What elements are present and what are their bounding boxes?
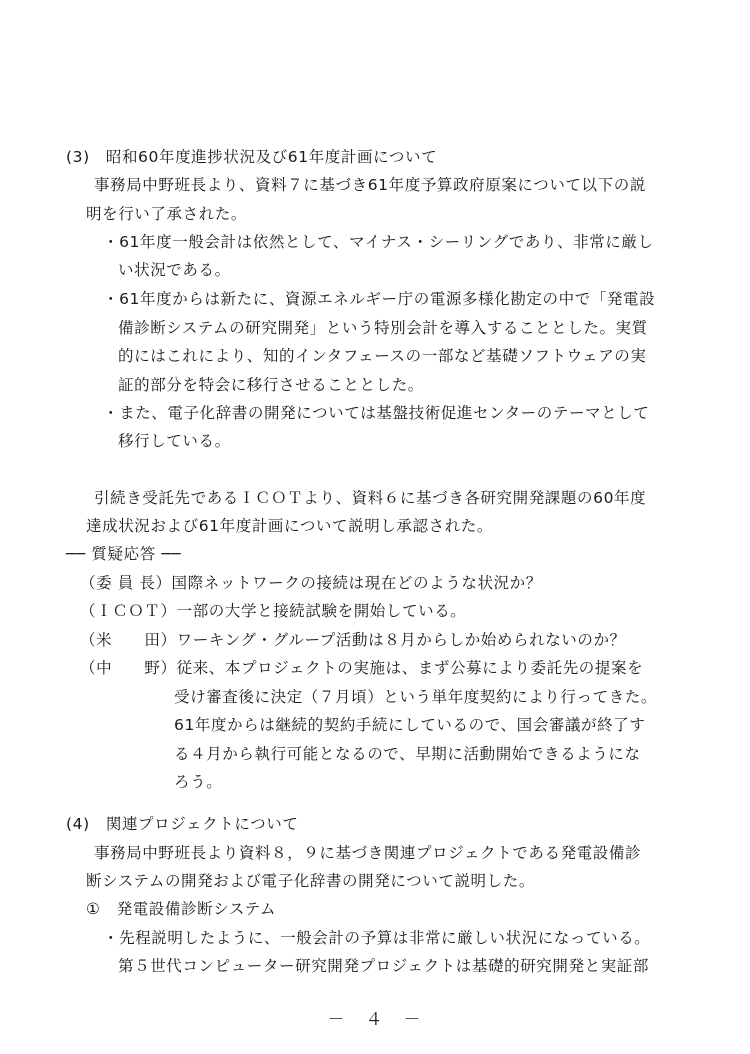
qa-title: ── 質疑応答 ── — [66, 545, 182, 563]
bullet-dictionary-line1: ・また、電子化辞書の開発については基盤技術促進センターのテーマとして — [103, 404, 650, 422]
icot-report-line1: 引続き受託先であるＩＣＯＴより、資料６に基づき各研究開発課題の60年度 — [94, 489, 647, 507]
qa-yoneda-question: （米 田）ワーキング・グループ活動は８月からしか始められないのか？ — [80, 631, 626, 649]
bullet-special-account-line2: 備診断システムの研究開発」という特別会計を導入することとした。実質 — [118, 319, 648, 337]
bullet-special-account-line3: 的にはこれにより、知的インタフェースの一部など基礎ソフトウェアの実 — [118, 347, 647, 365]
qa-nakano-answer-line1: （中 野）従来、本プロジェクトの実施は、まず公募により委託先の提案を — [80, 659, 644, 677]
section3-intro-line2: 明を行い了承された。 — [86, 205, 248, 223]
section4-bullet-line2: 第５世代コンピューター研究開発プロジェクトは基礎的研究開発と実証部 — [118, 957, 649, 975]
page-number: － ４ － — [327, 1010, 423, 1030]
icot-report-line2: 達成状況および61年度計画について説明し承認された。 — [86, 517, 494, 535]
bullet-dictionary-line2: 移行している。 — [118, 432, 231, 450]
qa-chair-question: （委 員 長）国際ネットワークの接続は現在どのような状況か？ — [80, 574, 542, 592]
qa-nakano-answer-line3: 61年度からは継続的契約手続にしているので、国会審議が終了す — [174, 716, 646, 734]
section3-intro-line1: 事務局中野班長より、資料７に基づき61年度予算政府原案について以下の説 — [94, 176, 646, 194]
qa-nakano-answer-line4: る４月から執行可能となるので、早期に活動開始できるようにな — [174, 745, 641, 763]
section4-heading: (4) 関連プロジェクトについて — [66, 815, 299, 833]
qa-nakano-answer-line2: 受け審査後に決定（７月頃）という単年度契約により行ってきた。 — [174, 688, 658, 706]
section4-subheading: ① 発電設備診断システム — [86, 900, 277, 918]
bullet-budget-line1: ・61年度一般会計は依然として、マイナス・シーリングであり、非常に厳し — [103, 233, 654, 251]
qa-icot-answer: （ＩＣＯＴ）一部の大学と接続試験を開始している。 — [80, 602, 467, 620]
bullet-special-account-line1: ・61年度からは新たに、資源エネルギー庁の電源多様化勘定の中で「発電設 — [103, 290, 656, 308]
section3-heading: (3) 昭和60年度進捗状況及び61年度計画について — [66, 148, 438, 166]
bullet-special-account-line4: 証的部分を特会に移行させることとした。 — [118, 376, 424, 394]
section4-bullet-line1: ・先程説明したように、一般会計の予算は非常に厳しい状況になっている。 — [103, 929, 651, 947]
bullet-budget-line2: い状況である。 — [118, 261, 231, 279]
section4-intro-line2: 断システムの開発および電子化辞書の開発について説明した。 — [86, 872, 535, 890]
section4-intro-line1: 事務局中野班長より資料８，９に基づき関連プロジェクトである発電設備診 — [94, 844, 642, 862]
qa-nakano-answer-line5: ろう。 — [174, 773, 223, 791]
